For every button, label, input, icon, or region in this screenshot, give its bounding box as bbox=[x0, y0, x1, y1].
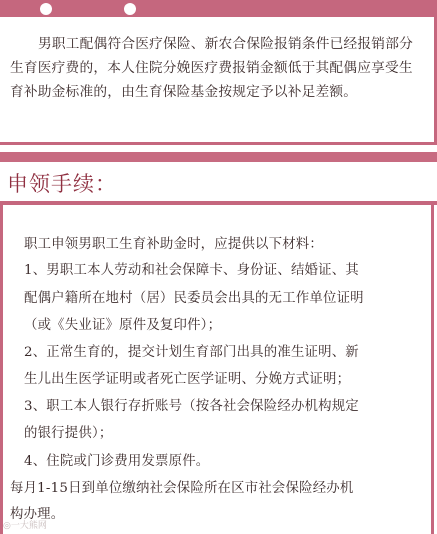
procedures-note: 每月1-15日到单位缴纳社会保险所在区市社会保险经办机 bbox=[10, 481, 354, 496]
section-divider-band bbox=[0, 152, 437, 162]
procedures-item-line: 生儿出生医学证明或者死亡医学证明、分娩方式证明； bbox=[24, 372, 351, 387]
procedures-item-line: 配偶户籍所在地村（居）民委员会出具的无工作单位证明 bbox=[24, 291, 364, 306]
procedures-note-continued: 构办理。 bbox=[10, 507, 65, 522]
watermark-logo: ◎一大熊网 bbox=[3, 521, 47, 531]
intro-card bbox=[0, 17, 437, 145]
decorative-dot bbox=[40, 3, 52, 15]
procedures-item-line: 1、男职工本人劳动和社会保障卡、身份证、结婚证、其 bbox=[24, 263, 359, 278]
procedures-item-line: 2、正常生育的，提交计划生育部门出具的准生证明、新 bbox=[24, 345, 359, 360]
section-header bbox=[0, 162, 437, 204]
procedures-item-line: （或《失业证》原件及复印件）； bbox=[24, 318, 222, 333]
procedures-item-line: 的银行提供）； bbox=[24, 426, 113, 441]
top-decorative-band bbox=[0, 0, 437, 17]
intro-paragraph: 男职工配偶符合医疗保险、新农合保险报销条件已经报销部分生育医疗费的，本人住院分娩医疗费报销金额低于其配偶应享受生育补助金标准的，由生育保险基金按规定予以补足差额。 bbox=[10, 36, 413, 100]
section-heading: 申领手续： bbox=[7, 172, 117, 196]
procedures-item-line: 3、职工本人银行存折账号（按各社会保险经办机构规定 bbox=[24, 399, 359, 414]
procedures-item-line: 4、住院或门诊费用发票原件。 bbox=[24, 454, 210, 469]
decorative-dot bbox=[124, 3, 136, 15]
procedures-lead: 职工申领男职工生育补助金时，应提供以下材料： bbox=[24, 237, 323, 252]
